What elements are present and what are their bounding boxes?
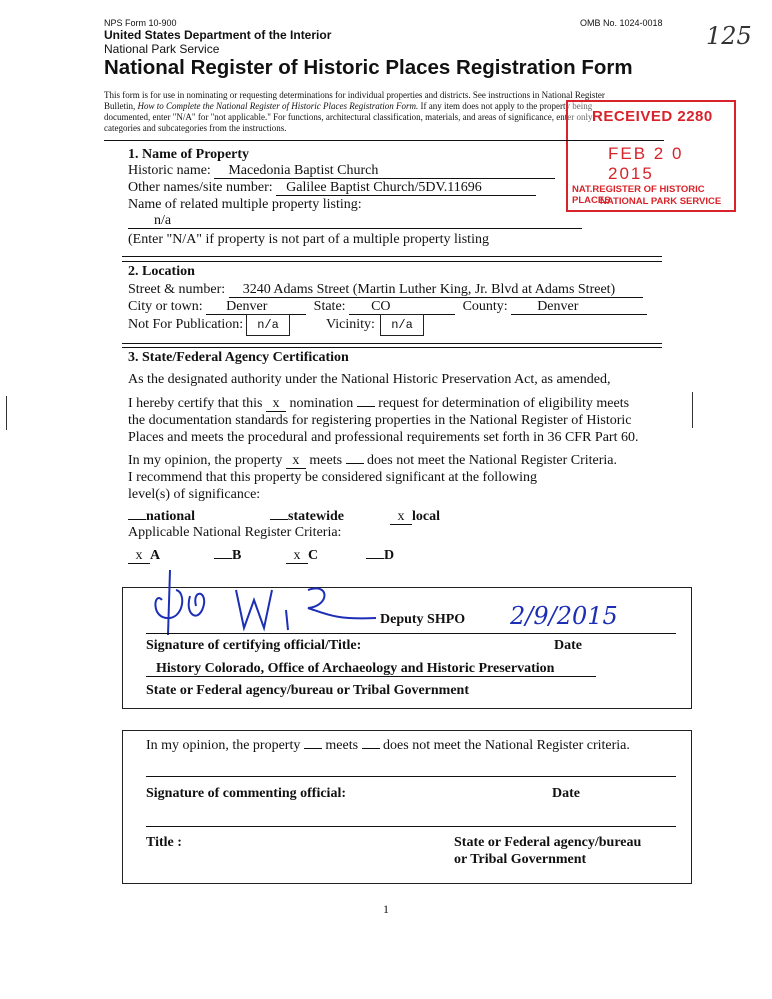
- signature-scribble: [140, 560, 380, 640]
- divider: [104, 140, 664, 141]
- county-field[interactable]: Denver: [511, 299, 647, 315]
- form-title: National Register of Historic Places Registration Form: [104, 56, 633, 79]
- signature-line: [146, 633, 676, 634]
- level-national[interactable]: national: [128, 509, 195, 525]
- opinion-line: In my opinion, the property x meets does not meet the National Register Criteria.: [128, 453, 618, 468]
- city-state-county-row: City or town: Denver State: CO County: Denver: [128, 299, 647, 315]
- commenting-date-label: Date: [552, 786, 580, 801]
- street-row: Street & number: 3240 Adams Street (Martin Luther King, Jr. Blvd at Adams Street): [128, 282, 643, 298]
- criterion-c[interactable]: x C: [286, 548, 318, 564]
- section-2-heading: 2. Location: [128, 264, 195, 279]
- nfp-label: Not For Publication:: [128, 317, 244, 332]
- related-listing-note: (Enter "N/A" if property is not part of a multiple property listing: [128, 232, 489, 247]
- related-listing-row: [128, 213, 582, 229]
- divider: [122, 343, 662, 344]
- does-not-meet-check[interactable]: [346, 463, 364, 464]
- stamp-date: FEB 2 0 2015: [608, 144, 684, 183]
- historic-name-field[interactable]: Macedonia Baptist Church: [214, 163, 555, 179]
- stamp-nps: NATIONAL PARK SERVICE: [600, 196, 722, 207]
- certifying-title-value: Deputy SHPO: [380, 612, 466, 627]
- level-statewide[interactable]: statewide: [270, 509, 344, 525]
- street-field[interactable]: 3240 Adams Street (Martin Luther King, Jr. Blvd at Adams Street): [229, 282, 643, 298]
- divider: [122, 261, 662, 262]
- certify-line-2: the documentation standards for registering properties in the National Register of Historic: [128, 413, 632, 428]
- criteria-label: Applicable National Register Criteria:: [128, 525, 342, 540]
- city-field[interactable]: Denver: [206, 299, 306, 315]
- instructions-line-3: documented, enter "N/A" for "not applicable." For functions, architectural classification, materials, and areas of significance, enter only: [104, 112, 593, 122]
- commenting-title-label: Title :: [146, 835, 182, 850]
- instructions-line-2: Bulletin, How to Complete the National Register of Historic Places Registration Form. If any item does not apply to the property being: [104, 101, 593, 111]
- scan-edge-mark-right: [692, 392, 693, 428]
- nfp-checkbox[interactable]: n/a: [246, 314, 290, 336]
- page-number: 1: [383, 902, 389, 916]
- omb-number: OMB No. 1024-0018: [580, 18, 663, 28]
- certifying-signature-label: Signature of certifying official/Title:: [146, 638, 362, 653]
- instructions-line-4: categories and subcategories from the instructions.: [104, 123, 287, 133]
- stamp-received: RECEIVED 2280: [592, 108, 713, 125]
- recommend-line-2: level(s) of significance:: [128, 487, 261, 502]
- section-3-heading: 3. State/Federal Agency Certification: [128, 350, 349, 365]
- commenting-signature-line: [146, 776, 676, 777]
- criterion-b[interactable]: B: [214, 548, 241, 564]
- other-names-row: Other names/site number: Galilee Baptist Church/5DV.11696: [128, 180, 536, 196]
- service: National Park Service: [104, 42, 220, 56]
- criterion-a[interactable]: x A: [128, 548, 160, 564]
- commenting-agency-line-2: or Tribal Government: [454, 852, 587, 867]
- certifying-date-label: Date: [554, 638, 582, 653]
- nomination-check[interactable]: x: [266, 396, 286, 412]
- handwritten-page-count: 125: [706, 22, 752, 50]
- divider: [122, 347, 662, 348]
- vicinity-label: Vicinity:: [326, 317, 375, 332]
- state-field[interactable]: CO: [349, 299, 455, 315]
- stamp-register: NAT.REGISTER OF HISTORIC PLACES: [572, 184, 705, 206]
- received-stamp: [566, 100, 736, 212]
- meets-check[interactable]: x: [286, 453, 306, 469]
- instructions-line-1: This form is for use in nominating or requesting determinations for individual properties and districts. See instructions in National Register: [104, 90, 605, 100]
- section-1-heading: 1. Name of Property: [128, 147, 250, 162]
- authority-text: As the designated authority under the National Historic Preservation Act, as amended,: [128, 372, 611, 387]
- related-listing-field[interactable]: n/a: [128, 213, 582, 229]
- commenting-meets-check[interactable]: [304, 748, 322, 749]
- commenting-opinion-line: In my opinion, the property meets does not meet the National Register criteria.: [146, 738, 630, 753]
- commenting-signature-label: Signature of commenting official:: [146, 786, 346, 801]
- commenting-title-line: [146, 826, 676, 827]
- recommend-line-1: I recommend that this property be considered significant at the following: [128, 470, 537, 485]
- commenting-agency-line-1: State or Federal agency/bureau: [454, 835, 642, 850]
- criterion-d[interactable]: D: [366, 548, 394, 564]
- historic-name-row: Historic name: Macedonia Baptist Church: [128, 163, 555, 179]
- related-listing-label: Name of related multiple property listing:: [128, 197, 362, 212]
- certify-line-1: I hereby certify that this x nomination request for determination of eligibility meets: [128, 396, 630, 411]
- handwritten-date: 2/9/2015: [510, 602, 618, 630]
- other-names-field[interactable]: Galilee Baptist Church/5DV.11696: [276, 180, 536, 196]
- scan-edge-mark-left: [6, 396, 7, 430]
- commenting-does-not-meet-check[interactable]: [362, 748, 380, 749]
- department: United States Department of the Interior: [104, 28, 332, 42]
- divider: [122, 256, 662, 257]
- form-number: NPS Form 10-900: [104, 18, 177, 28]
- certify-line-3: Places and meets the procedural and professional requirements set forth in 36 CFR Part 60.: [128, 430, 639, 445]
- level-local[interactable]: x local: [390, 509, 440, 525]
- vicinity-checkbox[interactable]: n/a: [380, 314, 424, 336]
- certifying-agency-value: History Colorado, Office of Archaeology and Historic Preservation: [146, 661, 596, 677]
- certifying-agency-label: State or Federal agency/bureau or Tribal Government: [146, 683, 470, 698]
- determination-check[interactable]: [357, 406, 375, 407]
